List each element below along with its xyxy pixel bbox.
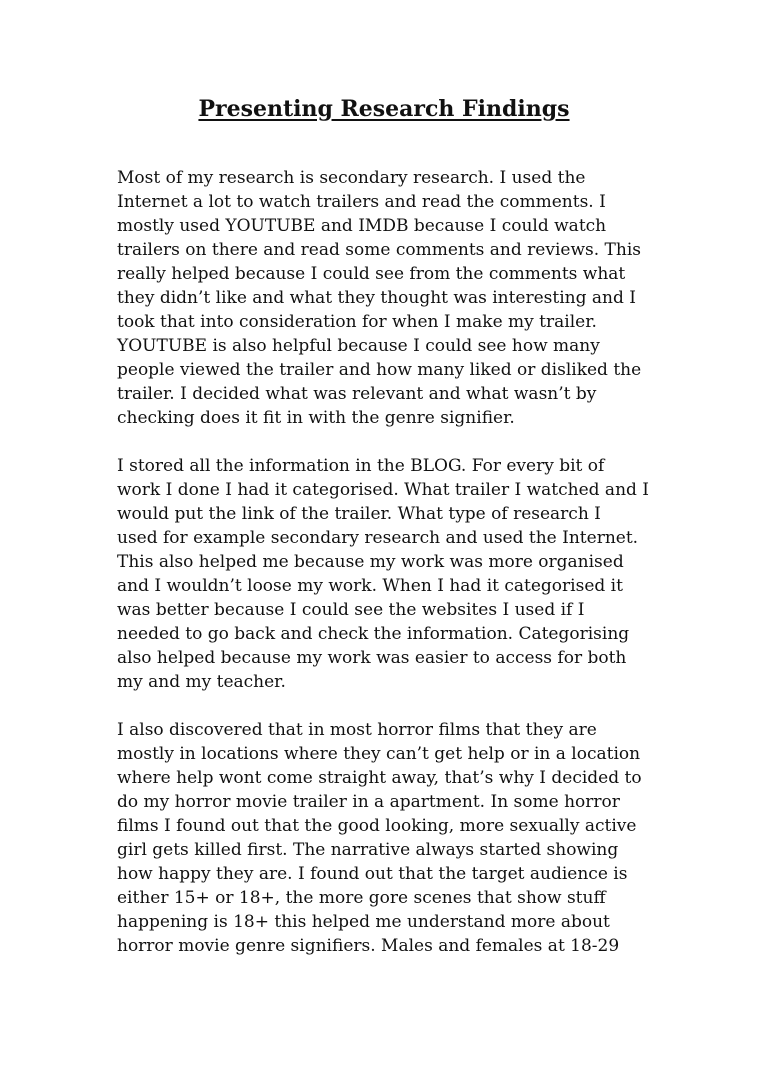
paragraph-blog-storage <box>117 454 677 694</box>
text-line: This also helped me because my work was more organised <box>117 552 624 572</box>
text-line: how happy they are. I found out that the target audience is <box>117 864 628 884</box>
paragraph-horror-findings <box>117 718 677 958</box>
text-line: Most of my research is secondary research. I used the <box>117 168 586 188</box>
text-line: needed to go back and check the information. Categorising <box>117 624 630 644</box>
text-line: films I found out that the good looking, more sexually active <box>117 816 637 836</box>
text-line: would put the link of the trailer. What type of research I <box>117 504 601 524</box>
text-line: YOUTUBE is also helpful because I could see how many <box>117 336 600 356</box>
text-line: took that into consideration for when I make my trailer. <box>117 312 597 332</box>
text-line: mostly used YOUTUBE and IMDB because I could watch <box>117 216 607 236</box>
paragraph-research-sources <box>117 166 677 430</box>
text-line: do my horror movie trailer in a apartment. In some horror <box>117 792 620 812</box>
text-line: people viewed the trailer and how many liked or disliked the <box>117 360 642 380</box>
text-line: I also discovered that in most horror films that they are <box>117 720 597 740</box>
text-line: trailer. I decided what was relevant and what wasn’t by <box>117 384 597 404</box>
text-line: where help wont come straight away, that’s why I decided to <box>117 768 642 788</box>
text-line: work I done I had it categorised. What trailer I watched and I <box>117 480 650 500</box>
text-line: I stored all the information in the BLOG. For every bit of <box>117 456 605 476</box>
text-line: used for example secondary research and used the Internet. <box>117 528 639 548</box>
page-title: Presenting Research Findings <box>198 96 570 122</box>
text-line: and I wouldn’t loose my work. When I had it categorised it <box>117 576 623 596</box>
document-body <box>117 166 677 982</box>
text-line: my and my teacher. <box>117 672 286 692</box>
text-line: trailers on there and read some comments and reviews. This <box>117 240 641 260</box>
text-line: checking does it fit in with the genre signifier. <box>117 408 515 428</box>
text-line: mostly in locations where they can’t get help or in a location <box>117 744 641 764</box>
text-line: horror movie genre signifiers. Males and females at 18-29 <box>117 936 620 956</box>
text-line: Internet a lot to watch trailers and read the comments. I <box>117 192 606 212</box>
text-line: really helped because I could see from the comments what <box>117 264 626 284</box>
text-line: also helped because my work was easier to access for both <box>117 648 627 668</box>
text-line: happening is 18+ this helped me understand more about <box>117 912 610 932</box>
text-line: was better because I could see the websites I used if I <box>117 600 585 620</box>
text-line: girl gets killed first. The narrative always started showing <box>117 840 619 860</box>
text-line: either 15+ or 18+, the more gore scenes that show stuff <box>117 888 606 908</box>
text-line: they didn’t like and what they thought was interesting and I <box>117 288 636 308</box>
